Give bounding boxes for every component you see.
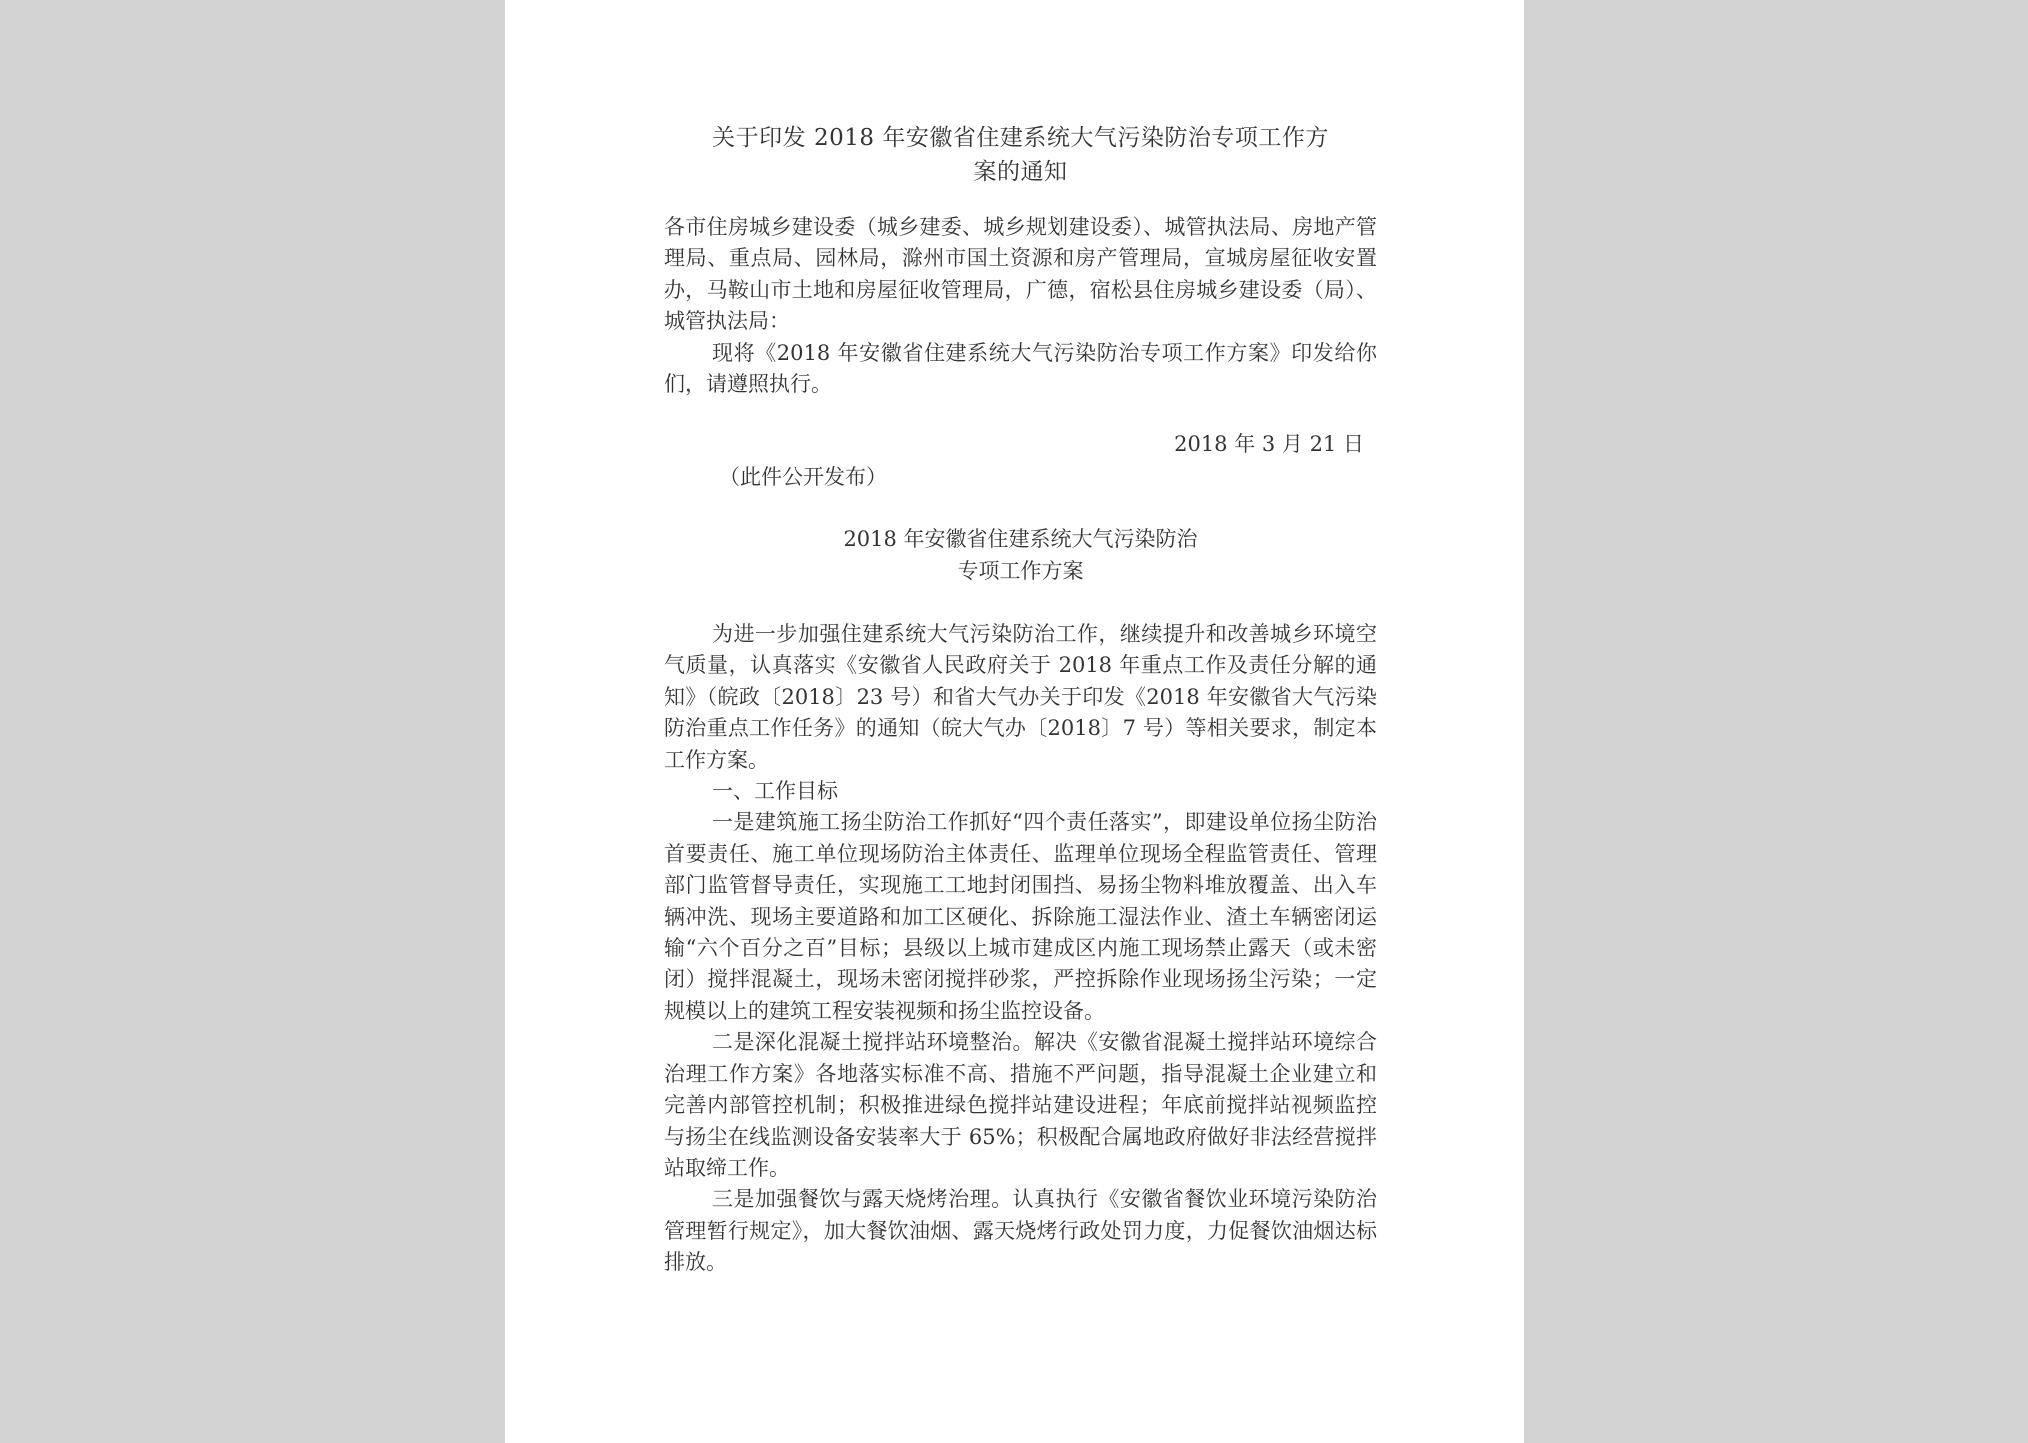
- goal-item-3: 三是加强餐饮与露天烧烤治理。认真执行《安徽省餐饮业环境污染防治管理暂行规定》，加大餐饮油烟、露天烧烤行政处罚力度，力促餐饮油烟达标排放。: [664, 1187, 1377, 1275]
- document-page: [505, 0, 1524, 1443]
- notice-title-line-2: 案的通知: [973, 159, 1068, 185]
- plan-intro: 为进一步加强住建系统大气污染防治工作，继续提升和改善城乡环境空气质量，认真落实《安徽省人民政府关于 2018 年重点工作及责任分解的通知》（皖政〔2018〕23 号）和省大气办关于印发《2018 年安徽省大气污染防治重点工作任务》的通知（皖大气办〔2018〕7 号）等相关要求，制定本工作方案。: [664, 622, 1377, 772]
- plan-title: [664, 523, 1377, 587]
- goal-item-2: 二是深化混凝土搅拌站环境整治。解决《安徽省混凝土搅拌站环境综合治理工作方案》各地落实标准不高、措施不严问题，指导混凝土企业建立和完善内部管控机制；积极推进绿色搅拌站建设进程；年底前搅拌站视频监控与扬尘在线监测设备安装率大于 65%；积极配合属地政府做好非法经营搅拌站取缔工作。: [664, 1030, 1377, 1180]
- publication-note: （此件公开发布）: [719, 465, 887, 489]
- notice-title-line-1: 关于印发 2018 年安徽省住建系统大气污染防治专项工作方: [712, 125, 1329, 151]
- notice-recipients: 各市住房城乡建设委（城乡建委、城乡规划建设委）、城管执法局、房地产管理局、重点局、园林局，滁州市国土资源和房产管理局，宣城房屋征收安置办，马鞍山市土地和房屋征收管理局，广德，宿松县住房城乡建设委（局）、城管执法局：: [664, 215, 1377, 334]
- notice-paragraph: 现将《2018 年安徽省住建系统大气污染防治专项工作方案》印发给你们，请遵照执行。: [664, 340, 1377, 397]
- notice-date: 2018 年 3 月 21 日: [1174, 432, 1364, 456]
- plan-title-line-2: 专项工作方案: [957, 559, 1084, 583]
- section-heading: 一、工作目标: [712, 779, 838, 804]
- notice-title: [664, 121, 1377, 189]
- notice-body: [664, 212, 1377, 400]
- plan-body: [664, 619, 1377, 1279]
- plan-title-line-1: 2018 年安徽省住建系统大气污染防治: [843, 527, 1198, 551]
- goal-item-1: 一是建筑施工扬尘防治工作抓好“四个责任落实”，即建设单位扬尘防治首要责任、施工单位现场防治主体责任、监理单位现场全程监管责任、管理部门监管督导责任，实现施工工地封闭围挡、易扬尘物料堆放覆盖、出入车辆冲洗、现场主要道路和加工区硬化、拆除施工湿法作业、渣土车辆密闭运输“六个百分之百”目标；县级以上城市建成区内施工现场禁止露天（或未密闭）搅拌混凝土，现场未密闭搅拌砂浆，严控拆除作业现场扬尘污染；一定规模以上的建筑工程安装视频和扬尘监控设备。: [664, 810, 1377, 1023]
